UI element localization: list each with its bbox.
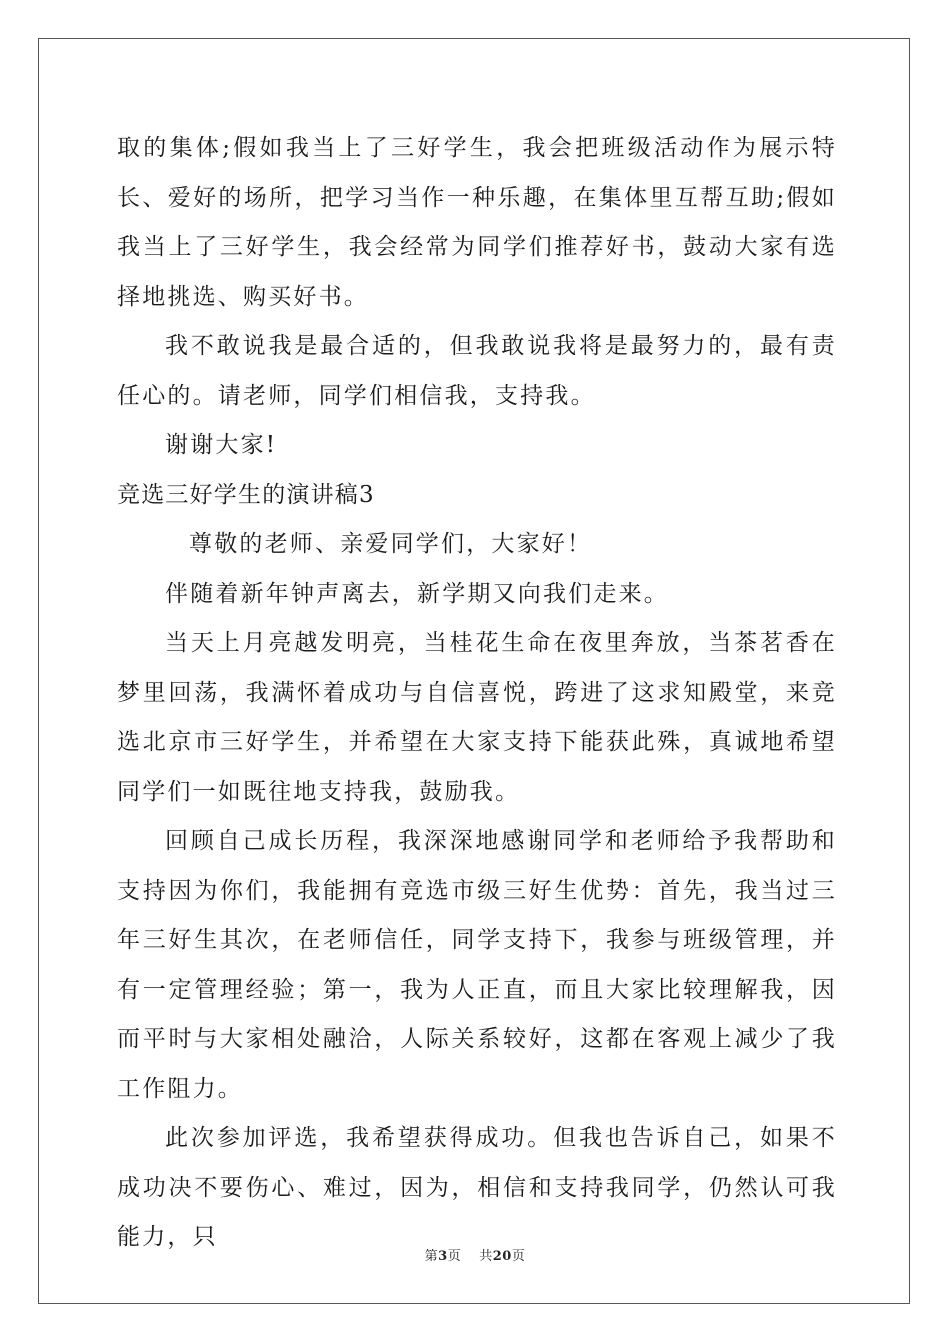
greeting-paragraph: 尊敬的老师、亲爱同学们，大家好！ — [189, 531, 593, 557]
paragraph: 我不敢说我是最合适的，但我敢说我将是最努力的，最有责任心的。请老师，同学们相信我，支持我。 — [117, 333, 837, 409]
paragraph: 此次参加评选，我希望获得成功。但我也告诉自己，如果不成功决不要伤心、难过，因为，相信和支持我同学，仍然认可我能力，只 — [117, 1125, 837, 1250]
page-footer — [0, 1245, 950, 1264]
paragraph: 取的集体;假如我当上了三好学生，我会把班级活动作为展示特长、爱好的场所，把学习当作一种乐趣，在集体里互帮互助;假如我当上了三好学生，我会经常为同学们推荐好书，鼓动大家有选择地挑选、购买好书。 — [117, 135, 837, 310]
paragraph: 谢谢大家! — [165, 432, 278, 458]
document-body — [117, 124, 837, 1263]
paragraph: 伴随着新年钟声离去，新学期又向我们走来。 — [165, 580, 669, 607]
total-suffix: 页 — [511, 1249, 526, 1264]
total-pages: 20 — [492, 1249, 512, 1264]
paragraph: 回顾自己成长历程，我深深地感谢同学和老师给予我帮助和支持因为你们，我能拥有竞选市级三好生优势：首先，我当过三年三好生其次，在老师信任，同学支持下，我参与班级管理，并有一定管理经验；第一，我为人正直，而且大家比较理解我，因而平时与大家相处融洽，人际关系较好，这都在客观上减少了我工作阻力。 — [117, 828, 837, 1102]
page-prefix: 第 — [424, 1249, 439, 1264]
total-prefix: 共 — [479, 1249, 493, 1264]
page-number: 3 — [438, 1249, 448, 1264]
page-suffix: 页 — [447, 1249, 462, 1264]
paragraph: 当天上月亮越发明亮，当桂花生命在夜里奔放，当茶茗香在梦里回荡，我满怀着成功与自信喜悦，跨进了这求知殿堂，来竞选北京市三好学生，并希望在大家支持下能获此殊，真诚地希望同学们一如既往地支持我，鼓励我。 — [117, 630, 837, 805]
section-title: 竞选三好学生的演讲稿3 — [117, 481, 375, 508]
